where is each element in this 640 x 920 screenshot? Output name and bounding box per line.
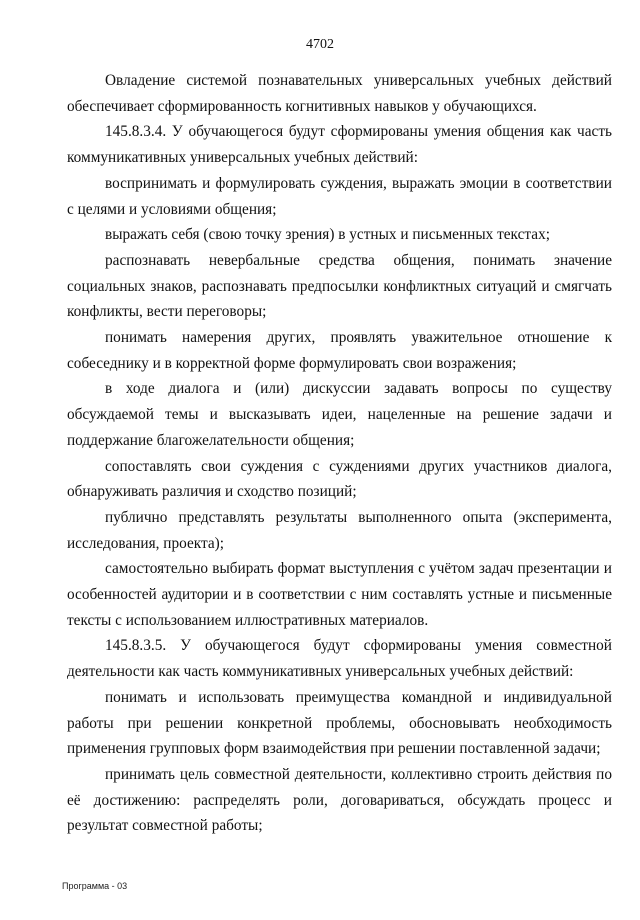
footer-label: Программа - 03 [62, 881, 128, 891]
paragraph: понимать намерения других, проявлять уважительное отношение к собеседнику и в корректной форме формулировать свои возражения; [67, 329, 612, 372]
paragraph: Овладение системой познавательных универсальных учебных действий обеспечивает сформированность когнитивных навыков у обучающихся. [67, 72, 612, 115]
paragraph: публично представлять результаты выполненного опыта (эксперимента, исследования, проекта); [67, 508, 612, 552]
page-number: 4702 [306, 37, 334, 52]
paragraph: выражать себя (свою точку зрения) в устных и письменных текстах; [105, 226, 550, 244]
paragraph: 145.8.3.4. У обучающегося будут сформированы умения общения как часть коммуникативных универсальных учебных действий: [67, 123, 612, 167]
paragraph: сопоставлять свои суждения с суждениями других участников диалога, обнаруживать различия и сходство позиций; [67, 457, 612, 501]
paragraph: самостоятельно выбирать формат выступления с учётом задач презентации и особенностей аудитории и в соответствии с ним составлять устные и письменные тексты с использованием иллюстративных материалов. [67, 560, 612, 629]
paragraph: в ходе диалога и (или) дискуссии задавать вопросы по существу обсуждаемой темы и высказывать идеи, нацеленные на решение задачи и поддержание благожелательности общения; [67, 380, 612, 449]
paragraph: понимать и использовать преимущества командной и индивидуальной работы при решении конкретной проблемы, обосновывать необходимость применения групповых форм взаимодействия при решении поставленной задачи; [67, 688, 612, 758]
paragraph: воспринимать и формулировать суждения, выражать эмоции в соответствии с целями и условиями общения; [67, 174, 612, 218]
document-body [67, 68, 612, 839]
paragraph: распознавать невербальные средства общения, понимать значение социальных знаков, распознавать предпосылки конфликтных ситуаций и смягчать конфликты, вести переговоры; [67, 251, 612, 321]
paragraph: 145.8.3.5. У обучающегося будут сформированы умения совместной деятельности как часть коммуникативных универсальных учебных действий: [67, 637, 612, 681]
paragraph: принимать цель совместной деятельности, коллективно строить действия по её достижению: распределять роли, договариваться, обсуждать процесс и результат совместной работы; [67, 765, 612, 835]
